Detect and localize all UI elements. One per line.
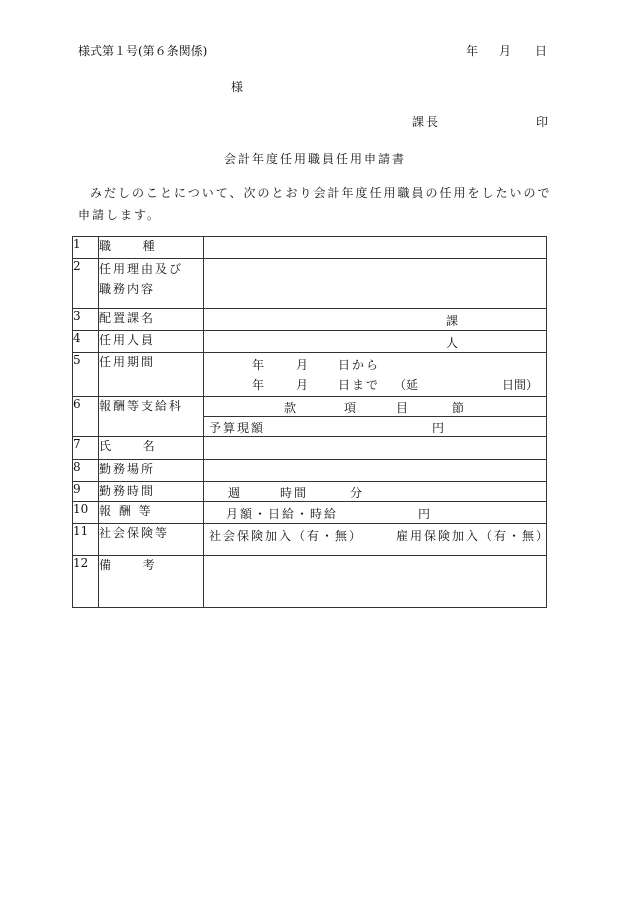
kan-label: 款 [284, 401, 297, 415]
row-number: 9 [73, 482, 99, 502]
label-part-b: 種 [142, 239, 157, 253]
row-label: 社会保険等 [99, 524, 204, 556]
to-day: 日まで [338, 378, 381, 392]
workplace-field[interactable] [204, 460, 547, 482]
work-hours-field[interactable] [204, 482, 547, 502]
social-insurance-option: 社会保険加入（有・無） [209, 529, 364, 543]
compensation-field[interactable] [204, 502, 547, 524]
label-part-a: 備 [99, 558, 114, 572]
row-label: 報 酬 等 [99, 502, 204, 524]
hours-label: 時間 [280, 486, 309, 500]
document-title: 会計年度任用職員任用申請書 [224, 152, 407, 166]
row-workplace [73, 460, 547, 482]
minutes-label: 分 [350, 486, 363, 500]
row-label: 任用人員 [99, 331, 204, 353]
kou-label: 項 [344, 401, 357, 415]
row-department [73, 309, 547, 331]
seal-mark: 印 [536, 115, 549, 129]
week-label: 週 [228, 486, 241, 500]
insurance-field[interactable] [204, 524, 551, 556]
row-label: 報酬等支給科 [99, 397, 204, 437]
from-year: 年 [252, 358, 265, 372]
extend-open: （延 [394, 378, 419, 392]
job-type-field[interactable] [204, 237, 547, 259]
headcount-field[interactable] [204, 331, 547, 353]
moku-label: 目 [396, 401, 409, 415]
addressee-suffix: 様 [231, 80, 244, 94]
row-number: 3 [73, 309, 99, 331]
row-number: 2 [73, 259, 99, 309]
row-number: 12 [73, 556, 99, 608]
budget-label: 予算現額 [209, 421, 266, 435]
employment-insurance-option: 雇用保険加入（有・無） [396, 529, 551, 543]
setsu-label: 節 [452, 401, 465, 415]
label-part-a: 氏 [99, 439, 114, 453]
row-number: 7 [73, 437, 99, 460]
row-label [99, 437, 204, 460]
row-label [99, 556, 204, 608]
row-label: 配置課名 [99, 309, 204, 331]
label-line-2: 職務内容 [99, 282, 156, 296]
date-month-label: 月 [499, 44, 512, 58]
row-number: 11 [73, 524, 99, 556]
row-period [73, 353, 547, 397]
sender-title: 課長 [412, 115, 441, 129]
to-year: 年 [252, 378, 265, 392]
row-insurance [73, 524, 547, 556]
row-number: 4 [73, 331, 99, 353]
row-number: 6 [73, 397, 99, 437]
row-number: 10 [73, 502, 99, 524]
compensation-yen: 円 [418, 507, 431, 521]
row-number: 8 [73, 460, 99, 482]
budget-amount-field[interactable] [204, 417, 547, 437]
to-month: 月 [296, 378, 309, 392]
row-budget-items [73, 397, 547, 417]
row-name [73, 437, 547, 460]
row-work-hours [73, 482, 547, 502]
from-day: 日から [338, 358, 381, 372]
from-month: 月 [296, 358, 309, 372]
remarks-field[interactable] [204, 556, 547, 608]
department-field[interactable] [204, 309, 547, 331]
row-headcount [73, 331, 547, 353]
row-remarks [73, 556, 547, 608]
form-number: 様式第１号(第６条関係) [78, 44, 208, 58]
label-line-1: 任用理由及び [99, 262, 184, 276]
budget-items-field[interactable] [204, 397, 547, 417]
label-part-b: 考 [142, 558, 157, 572]
intro-line-2: 申請します。 [78, 208, 162, 222]
row-number: 1 [73, 237, 99, 259]
row-compensation [73, 502, 547, 524]
row-label [99, 259, 204, 309]
label-part-b: 名 [142, 439, 157, 453]
row-label: 任用期間 [99, 353, 204, 397]
extend-close: 日間） [502, 378, 539, 392]
row-reason [73, 259, 547, 309]
reason-field[interactable] [204, 259, 547, 309]
name-field[interactable] [204, 437, 547, 460]
pay-type-options: 月額・日給・時給 [226, 507, 339, 521]
row-number: 5 [73, 353, 99, 397]
date-year-label: 年 [466, 44, 479, 58]
row-label: 勤務時間 [99, 482, 204, 502]
budget-yen: 円 [432, 421, 445, 435]
row-label [99, 237, 204, 259]
date-day-label: 日 [535, 44, 548, 58]
intro-line-1: みだしのことについて、次のとおり会計年度任用職員の任用をしたいので [90, 186, 552, 200]
period-field[interactable] [204, 353, 547, 397]
row-job-type [73, 237, 547, 259]
headcount-suffix: 人 [446, 336, 459, 350]
department-suffix: 課 [446, 314, 459, 328]
label-part-a: 職 [99, 239, 114, 253]
application-form-table [72, 236, 551, 608]
row-label: 勤務場所 [99, 460, 204, 482]
